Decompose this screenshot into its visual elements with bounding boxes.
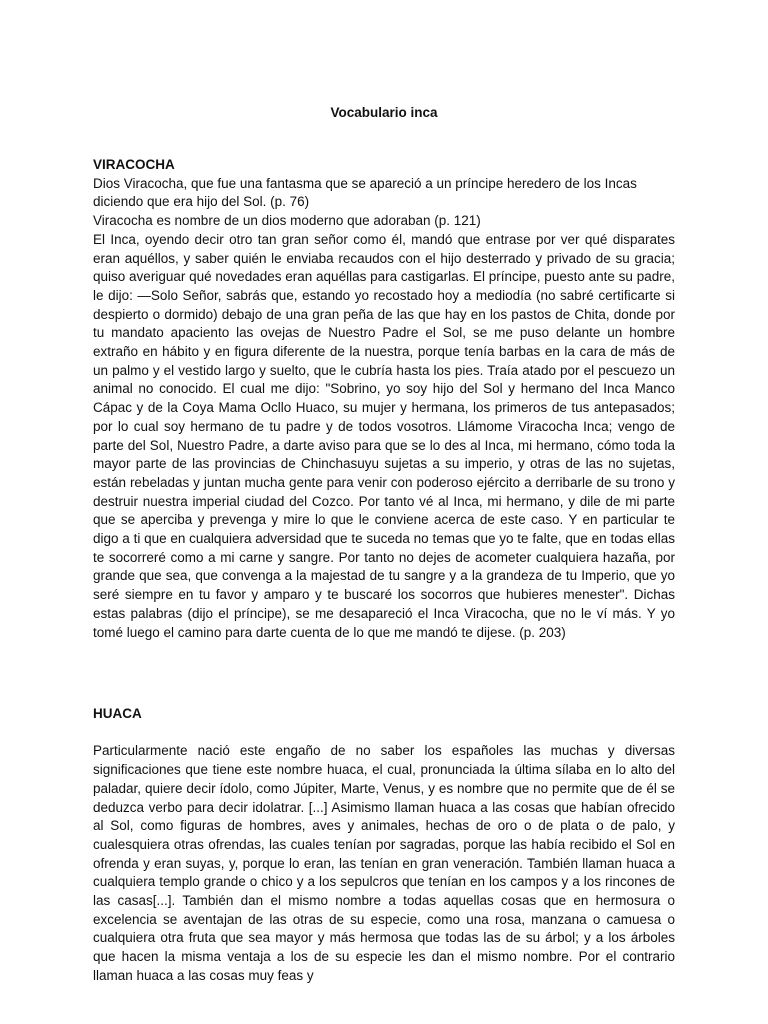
paragraph-viracocha-definition: Dios Viracocha, que fue una fantasma que se apareció a un príncipe heredero de los Incas diciendo que era hijo del Sol. (p. 76) xyxy=(93,175,637,210)
section-viracocha xyxy=(93,156,675,642)
paragraph-viracocha-story: El Inca, oyendo decir otro tan gran señor como él, mandó que entrase por ver qué disparates eran aquéllos, y saber quién le enviaba recaudos con el hijo desterrado y privado de su gracia; quiso averiguar qué novedades eran aquéllas para castigarlas. El príncipe, puesto ante su padre, le dijo: —Solo Señor, sabrás que, estando yo recostado hoy a mediodía (no sabré certificarte si despierto o dormido) debajo de una gran peña de las que hay en los pastos de Chita, donde por tu mandato apaciento las ovejas de Nuestro Padre el Sol, se me puso delante un hombre extraño en hábito y en figura diferente de la nuestra, porque tenía barbas en la cara de más de un palmo y el vestido largo y suelto, que le cubría hasta los pies. Traía atado por el pescuezo un animal no conocido. El cual me dijo: "Sobrino, yo soy hijo del Sol y hermano del Inca Manco Cápac y de la Coya Mama Ocllo Huaco, su mujer y hermana, los primeros de tus antepasados; por lo cual soy hermano de tu padre y de todos vosotros. Llámome Viracocha Inca; vengo de parte del Sol, Nuestro Padre, a darte aviso para que se lo des al Inca, mi hermano, cómo toda la mayor parte de las provincias de Chinchasuyu sujetas a su imperio, y otras de las no sujetas, están rebeladas y juntan mucha gente para venir con poderoso ejército a derribarle de su trono y destruir nuestra imperial ciudad del Cozco. Por tanto vé al Inca, mi hermano, y dile de mi parte que se aperciba y prevenga y mire lo que le conviene acerca de este caso. Y en particular te digo a ti que en cualquiera adversidad que te suceda no temas que yo te falte, que en todas ellas te socorreré como a mi carne y sangre. Por tanto no dejes de acometer cualquiera hazaña, por grande que sea, que convenga a la majestad de tu sangre y a la grandeza de tu Imperio, que yo seré siempre en tu favor y amparo y te buscaré los socorros que hubieres menester". Dichas estas palabras (dijo el príncipe), se me desapareció el Inca Viracocha, que no le ví más. Y yo tomé luego el camino para darte cuenta de lo que me mandó te dijese. (p. 203) xyxy=(93,231,675,640)
paragraph-viracocha-god: Viracocha es nombre de un dios moderno que adoraban (p. 121) xyxy=(93,213,481,229)
paragraph-huaca: Particularmente nació este engaño de no saber los españoles las muchas y diversas significaciones que tiene este nombre huaca, el cual, pronunciada la última sílaba en lo alto del paladar, quiere decir ídolo, como Júpiter, Marte, Venus, y es nombre que no permite que de él se deduzca verbo para decir idolatrar. [...] Asimismo llaman huaca a las cosas que habían ofrecido al Sol, como figuras de hombres, aves y animales, hechas de oro o de plata o de palo, y cualesquiera otras ofrendas, las cuales tenían por sagradas, porque las había recibido el Sol en ofrenda y eran suyas, y, porque lo eran, las tenían en gran veneración. También llaman huaca a cualquiera templo grande o chico y a los sepulcros que tenían en los campos y a los rincones de las casas[...]. También dan el mismo nombre a todas aquellas cosas que en hermosura o excelencia se aventajan de las otras de su especie, como una rosa, manzana o camuesa o cualquiera otra fruta que sea mayor y más hermosa que todas las de su árbol; y a los árboles que hacen la misma ventaja a los de su especie les dan el mismo nombre. Por el contrario llaman huaca a las cosas muy feas y xyxy=(93,743,675,983)
section-huaca xyxy=(93,705,675,983)
paragraph-spacer xyxy=(93,724,675,743)
document-title: Vocabulario inca xyxy=(330,105,438,120)
section-heading-viracocha: VIRACOCHA xyxy=(93,157,175,172)
section-heading-huaca: HUACA xyxy=(93,706,142,721)
